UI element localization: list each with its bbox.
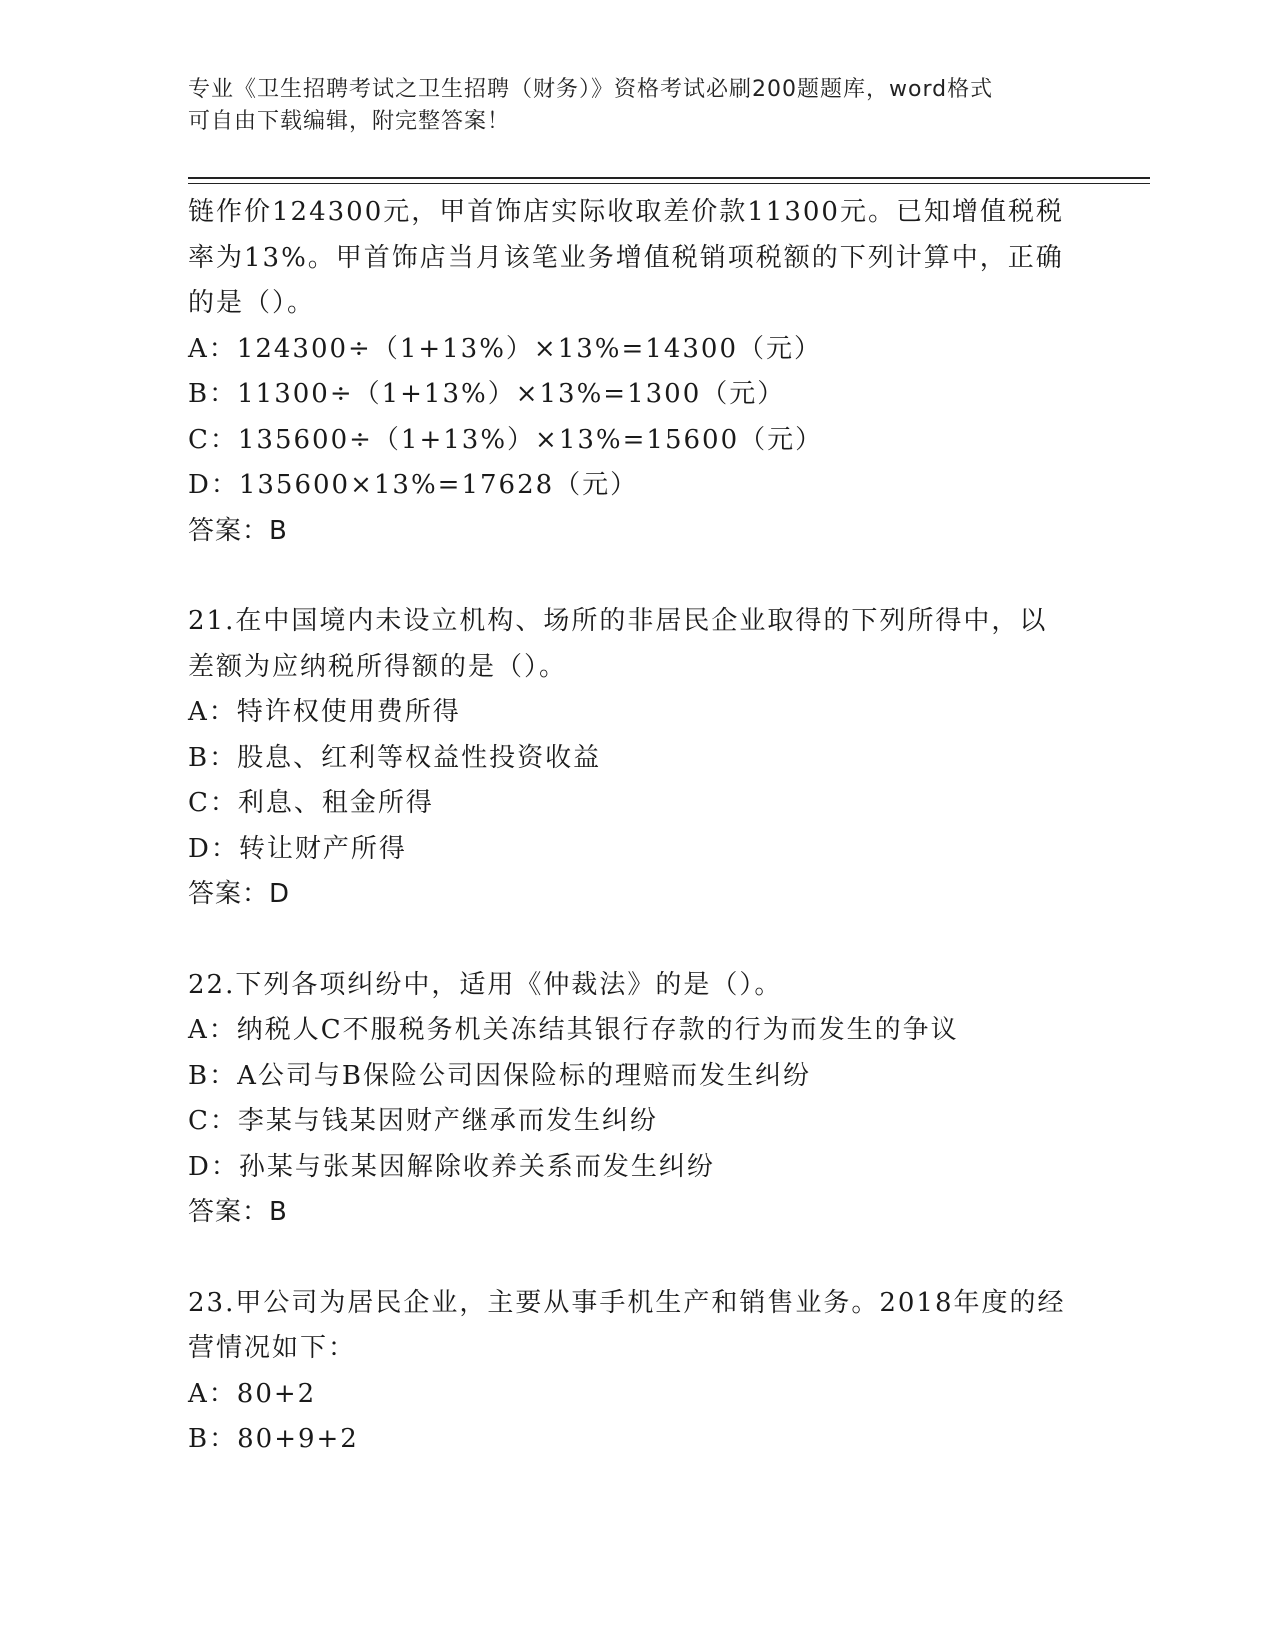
question-20 bbox=[188, 190, 1088, 554]
option-c: C：利息、租金所得 bbox=[188, 788, 434, 818]
question-text-line: 率为13%。甲首饰店当月该笔业务增值税销项税额的下列计算中，正确 bbox=[188, 242, 1064, 273]
question-text-line: 22.下列各项纠纷中，适用《仲裁法》的是（）。 bbox=[188, 969, 783, 1000]
option-b: B：11300÷（1+13%）×13%=1300（元） bbox=[188, 379, 786, 409]
question-text-line: 的是（）。 bbox=[188, 288, 316, 318]
question-text-line: 链作价124300元，甲首饰店实际收取差价款11300元。已知增值税税 bbox=[188, 197, 1064, 227]
question-spacer bbox=[188, 554, 1088, 599]
question-text-line: 营情况如下： bbox=[188, 1333, 357, 1363]
option-a: A：特许权使用费所得 bbox=[188, 697, 461, 727]
question-22 bbox=[188, 963, 1088, 1236]
option-a: A：纳税人C不服税务机关冻结其银行存款的行为而发生的争议 bbox=[188, 1015, 959, 1045]
header-title-line-2: 可自由下载编辑，附完整答案！ bbox=[188, 109, 511, 134]
option-b: B：A公司与B保险公司因保险标的理赔而发生纠纷 bbox=[188, 1060, 811, 1091]
option-c: C：李某与钱某因财产继承而发生纠纷 bbox=[188, 1106, 658, 1136]
header-divider-thick bbox=[188, 177, 1150, 179]
question-spacer bbox=[188, 1236, 1088, 1281]
question-text-line: 23.甲公司为居民企业，主要从事手机生产和销售业务。2018年度的经 bbox=[188, 1287, 1066, 1318]
answer-label: 答案：B bbox=[188, 1197, 288, 1227]
question-list bbox=[188, 190, 1088, 1463]
question-text-line: 差额为应纳税所得额的是（）。 bbox=[188, 651, 568, 682]
option-d: D：孙某与张某因解除收养关系而发生纠纷 bbox=[188, 1151, 715, 1182]
header-divider-thin bbox=[188, 183, 1150, 184]
option-c: C：135600÷（1+13%）×13%=15600（元） bbox=[188, 424, 824, 455]
option-a: A：124300÷（1+13%）×13%=14300（元） bbox=[188, 333, 822, 364]
answer-label: 答案：B bbox=[188, 515, 288, 546]
question-spacer bbox=[188, 918, 1088, 963]
option-b: B：80+9+2 bbox=[188, 1424, 359, 1454]
question-23 bbox=[188, 1281, 1088, 1463]
document-header bbox=[188, 74, 1068, 138]
header-title-line-1: 专业《卫生招聘考试之卫生招聘（财务）》资格考试必刷200题题库，word格式 bbox=[188, 77, 994, 102]
option-d: D：转让财产所得 bbox=[188, 833, 407, 864]
option-a: A：80+2 bbox=[188, 1378, 317, 1409]
answer-label: 答案：D bbox=[188, 879, 291, 909]
question-21 bbox=[188, 599, 1088, 918]
option-b: B：股息、红利等权益性投资收益 bbox=[188, 742, 602, 773]
option-d: D：135600×13%=17628（元） bbox=[188, 470, 639, 500]
question-text-line: 21.在中国境内未设立机构、场所的非居民企业取得的下列所得中，以 bbox=[188, 606, 1048, 636]
